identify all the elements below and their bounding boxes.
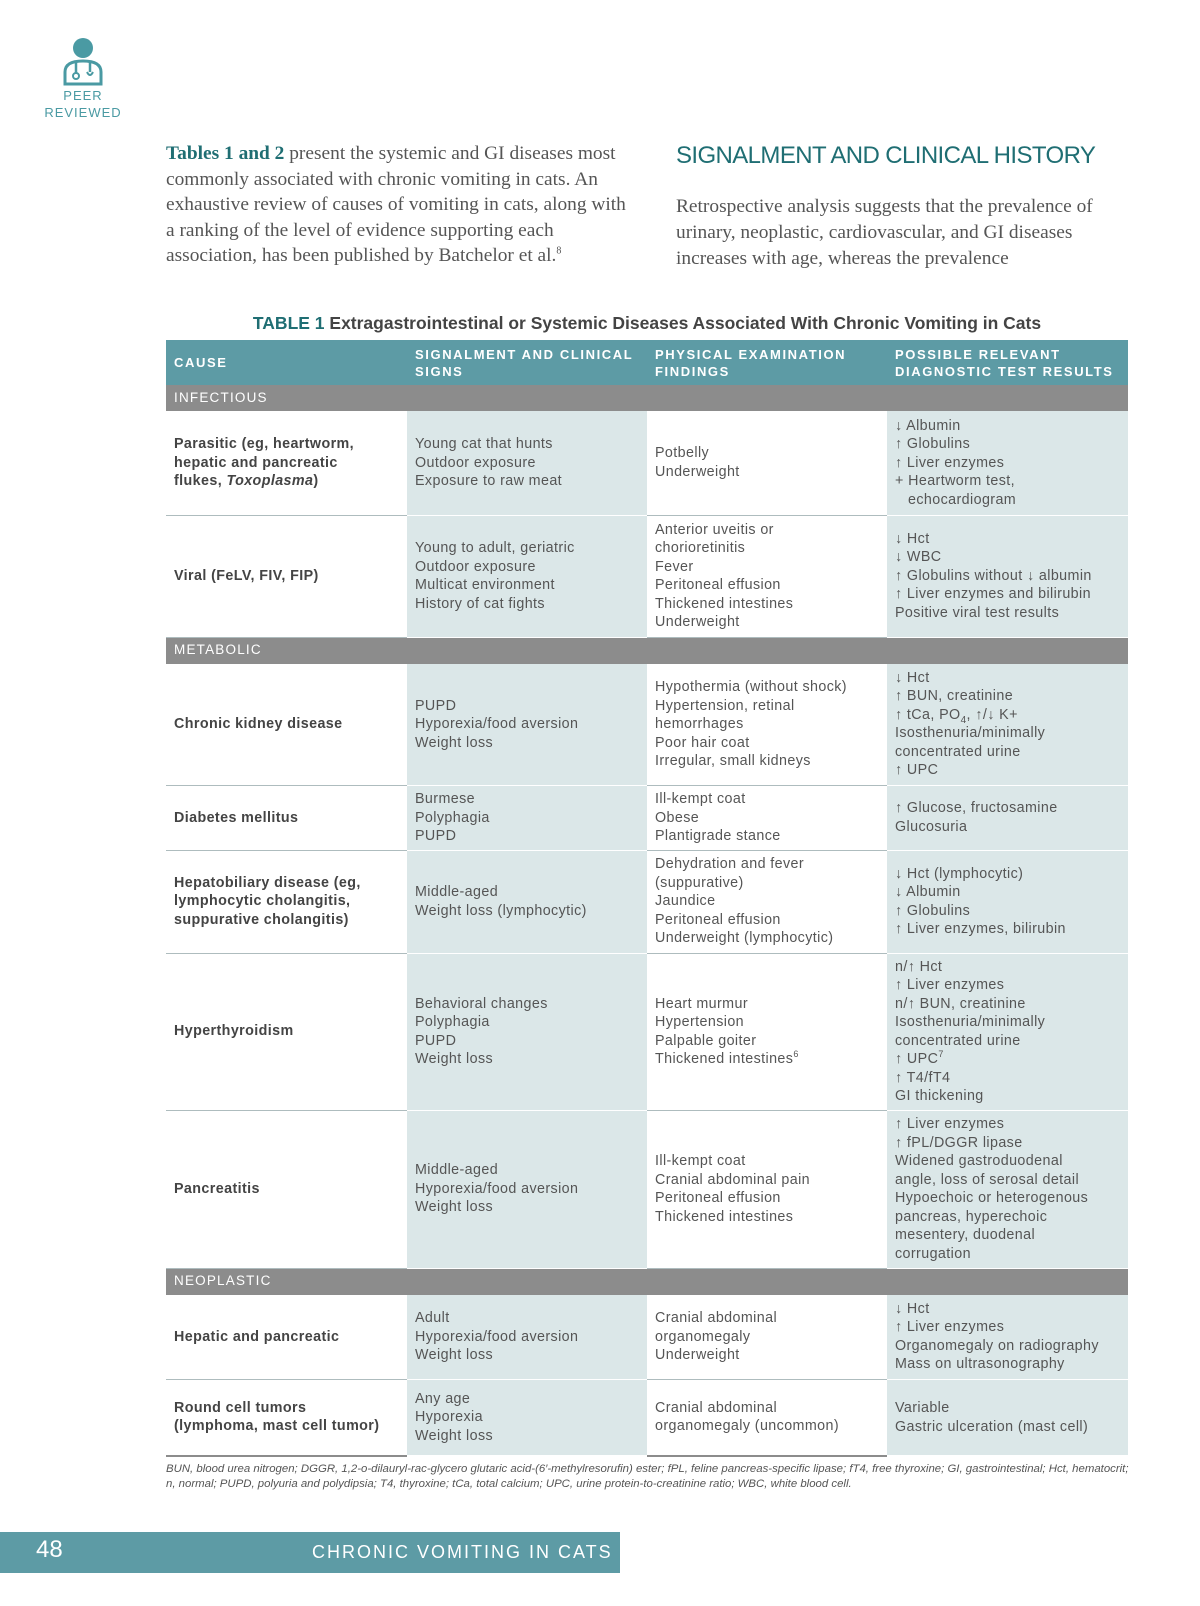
category-row [166, 637, 1128, 664]
intro-text: present the systemic and GI diseases most commonly associated with chronic vomiting in cats. An exhaustive review of causes of vomiting in cats, along with a ranking of the level of evidence supporting each association, has been published by Batchelor et al. [166, 143, 626, 267]
test-line: ↓ Albumin [895, 417, 961, 434]
exam-line: Fever [655, 558, 694, 575]
exam-line: Potbelly [655, 445, 710, 462]
test-line: corrugation [895, 1245, 971, 1262]
header-cause: CAUSE [166, 340, 407, 385]
cause-text: ) [313, 473, 319, 489]
test-line: angle, loss of serosal detail [895, 1171, 1080, 1188]
exam-cell [647, 786, 887, 851]
sign-line: Weight loss [415, 1347, 494, 1363]
section-body: Retrospective analysis suggests that the prevalence of urinary, neoplastic, cardiovascular, and GI diseases increases with age, whereas the prevalence [676, 196, 1093, 269]
peer-reviewed-badge [38, 34, 128, 120]
tests-cell [887, 850, 1128, 953]
test-line [895, 1050, 1120, 1069]
exam-line: organomegaly (uncommon) [655, 1418, 840, 1435]
sign-line: Weight loss [415, 1427, 494, 1444]
test-line: Mass on ultrasonography [895, 1356, 1065, 1373]
signs-cell [407, 1295, 647, 1380]
test-line: concentrated urine [895, 1032, 1021, 1049]
cause-cell [166, 850, 407, 953]
exam-line: Anterior uveitis or [655, 521, 774, 538]
test-line: + Heartworm test, [895, 473, 1016, 489]
test-subscript: 4 [960, 714, 967, 726]
test-line: pancreas, hyperechoic [895, 1208, 1048, 1225]
exam-line: (suppurative) [655, 874, 744, 891]
exam-cell [647, 664, 887, 786]
sign-line: Polyphagia [415, 809, 490, 826]
cause-text: flukes, [174, 473, 227, 489]
exam-line: Peritoneal effusion [655, 911, 781, 928]
exam-line: Cranial abdominal [655, 1310, 778, 1326]
test-line: GI thickening [895, 1088, 984, 1104]
exam-line: Thickened intestines [655, 595, 794, 612]
header-tests: POSSIBLE RELEVANT DIAGNOSTIC TEST RESULTS [887, 340, 1128, 385]
sign-line: Hyporexia/food aversion [415, 1180, 579, 1197]
test-line: ↑ Liver enzymes [895, 1319, 1005, 1336]
table-number: TABLE 1 [252, 313, 325, 333]
test-line: Glucosuria [895, 818, 968, 835]
exam-line: Hypothermia (without shock) [655, 679, 847, 695]
category-row [166, 1268, 1128, 1295]
header-signalment: SIGNALMENT AND CLINICAL SIGNS [407, 340, 647, 385]
exam-line: chorioretinitis [655, 540, 746, 556]
table-title-text: Extragastrointestinal or Systemic Diseases Associated With Chronic Vomiting in Cats [324, 313, 1042, 333]
exam-line: Thickened intestines [655, 1208, 794, 1225]
table-row [166, 850, 1128, 953]
sign-line: Weight loss [415, 1199, 494, 1216]
table-row [166, 1295, 1128, 1380]
cause-cell: Hepatic and pancreatic [166, 1295, 407, 1380]
sign-line: Young to adult, geriatric [415, 540, 575, 556]
test-line: n/↑ Hct [895, 958, 943, 975]
exam-line: Poor hair coat [655, 734, 750, 751]
test-line: ↑ Liver enzymes [895, 454, 1005, 471]
exam-line: Peritoneal effusion [655, 1190, 781, 1206]
table-row [166, 515, 1128, 637]
exam-cell [647, 411, 887, 515]
doctor-icon [58, 34, 108, 86]
table-row [166, 411, 1128, 515]
intro-citation[interactable]: 8 [556, 245, 562, 257]
page-number: 48 [36, 1536, 63, 1563]
test-line: ↓ Hct [895, 1300, 930, 1317]
badge-label-1: PEER [63, 88, 103, 103]
sign-line: PUPD [415, 828, 457, 844]
tests-cell [887, 411, 1128, 515]
tests-cell [887, 1380, 1128, 1456]
exam-line: Irregular, small kidneys [655, 753, 811, 769]
test-line: ↑ Glucose, fructosamine [895, 800, 1058, 817]
test-line: ↓ Hct [895, 669, 930, 686]
signs-cell [407, 1110, 647, 1268]
category-row [166, 385, 1128, 411]
sign-line: Weight loss [415, 734, 494, 751]
tests-cell [887, 1110, 1128, 1268]
category-metabolic: METABOLIC [166, 637, 1128, 664]
test-line: Variable [895, 1400, 950, 1416]
sign-line: Weight loss [415, 1051, 494, 1067]
cause-line: Round cell tumors [174, 1399, 307, 1416]
exam-line: Underweight [655, 463, 740, 480]
header-exam: PHYSICAL EXAMINATION FINDINGS [647, 340, 887, 385]
cause-line: lymphocytic cholangitis, [174, 893, 351, 910]
category-neoplastic: NEOPLASTIC [166, 1268, 1128, 1295]
test-line: Isosthenuria/minimally [895, 1014, 1046, 1030]
exam-cell [647, 515, 887, 637]
sign-line: PUPD [415, 1032, 457, 1049]
cause-cell: Viral (FeLV, FIV, FIP) [166, 515, 407, 637]
exam-line: Peritoneal effusion [655, 577, 781, 593]
exam-citation[interactable]: 6 [793, 1049, 799, 1060]
exam-line: Underweight (lymphocytic) [655, 930, 834, 947]
test-line: concentrated urine [895, 743, 1021, 760]
sign-line: Burmese [415, 791, 476, 807]
exam-cell [647, 1380, 887, 1456]
signs-cell [407, 411, 647, 515]
cause-line: Parasitic (eg, heartworm, [174, 436, 355, 452]
sign-line: History of cat fights [415, 595, 545, 612]
exam-line: Underweight [655, 1347, 740, 1363]
signs-cell [407, 664, 647, 786]
sign-line: Multicat environment [415, 577, 555, 593]
exam-cell [647, 953, 887, 1110]
sign-line: Any age [415, 1390, 471, 1407]
table-row [166, 1110, 1128, 1268]
sign-line: Weight loss (lymphocytic) [415, 902, 587, 919]
cause-line: Hepatobiliary disease (eg, [174, 874, 361, 891]
tests-cell [887, 786, 1128, 851]
test-line: ↑ Globulins without ↓ albumin [895, 567, 1092, 584]
test-line: ↑ fPL/DGGR lipase [895, 1134, 1023, 1151]
intro-paragraph [166, 141, 628, 269]
exam-line: Heart murmur [655, 995, 748, 1012]
exam-line: Hypertension, retinal [655, 697, 795, 714]
test-line: Isosthenuria/minimally [895, 725, 1046, 742]
exam-line [655, 1050, 879, 1069]
exam-line: Cranial abdominal pain [655, 1171, 811, 1188]
exam-line: Dehydration and fever [655, 856, 805, 873]
exam-line: organomegaly [655, 1328, 751, 1345]
exam-line: Obese [655, 809, 700, 826]
test-line: Positive viral test results [895, 604, 1060, 621]
exam-cell [647, 1110, 887, 1268]
test-line: ↓ Hct (lymphocytic) [895, 865, 1024, 882]
test-line: n/↑ BUN, creatinine [895, 995, 1026, 1012]
test-line: ↑ Globulins [895, 436, 971, 452]
signs-cell [407, 786, 647, 851]
disease-table [166, 340, 1128, 1457]
sign-line: Hyporexia [415, 1409, 483, 1426]
sign-line: Outdoor exposure [415, 454, 536, 471]
sign-line: Polyphagia [415, 1014, 490, 1030]
cause-line: (lymphoma, mast cell tumor) [174, 1418, 380, 1435]
sign-line: Outdoor exposure [415, 558, 536, 575]
test-line [895, 706, 1120, 725]
sign-line: Behavioral changes [415, 995, 548, 1012]
exam-cell [647, 850, 887, 953]
sign-line: Hyporexia/food aversion [415, 716, 579, 732]
exam-line: Ill-kempt coat [655, 1153, 746, 1169]
table-footnote: BUN, blood urea nitrogen; DGGR, 1,2-o-dilauryl-rac-glycero glutaric acid-(6′-methylresorufin) ester; fPL, feline pancreas-specific lipase; fT4, free thyroxine; GI, gastrointestinal; Hct, hematocrit; n, normal; PUPD, polyuria and polydipsia; T4, thyroxine; tCa, total calcium; UPC, urine protein-to-creatinine ratio; WBC, white blood cell. [166, 1463, 1129, 1490]
cause-cell: Hyperthyroidism [166, 953, 407, 1110]
test-line: ↑ Liver enzymes [895, 1116, 1005, 1132]
sign-line: Exposure to raw meat [415, 473, 563, 489]
test-line: Hypoechoic or heterogenous [895, 1190, 1089, 1206]
table-header-row [166, 340, 1128, 385]
test-line: ↑ Liver enzymes, bilirubin [895, 921, 1066, 937]
page-footer-bar [0, 1532, 620, 1573]
tests-cell [887, 515, 1128, 637]
cause-cell: Chronic kidney disease [166, 664, 407, 786]
test-line: Widened gastroduodenal [895, 1153, 1063, 1169]
test-line: ↑ BUN, creatinine [895, 688, 1014, 705]
test-text: ↑ UPC [895, 1051, 939, 1067]
test-line: ↑ Liver enzymes and bilirubin [895, 586, 1091, 603]
tests-cell [887, 664, 1128, 786]
running-title: CHRONIC VOMITING IN CATS [312, 1542, 613, 1562]
exam-cell [647, 1295, 887, 1380]
intro-table-reference[interactable]: Tables 1 and 2 [166, 143, 285, 164]
test-text: ↑ tCa, PO [895, 706, 961, 723]
tests-cell [887, 1295, 1128, 1380]
table-row [166, 1380, 1128, 1456]
table-row [166, 786, 1128, 851]
table-row [166, 664, 1128, 786]
cause-italic: Toxoplasma [226, 473, 314, 489]
badge-label-2: REVIEWED [44, 105, 122, 120]
cause-line: suppurative cholangitis) [174, 911, 349, 928]
signs-cell [407, 953, 647, 1110]
cause-cell: Diabetes mellitus [166, 786, 407, 851]
exam-text: Thickened intestines [655, 1051, 794, 1067]
sign-line: Adult [415, 1310, 450, 1326]
exam-line: Palpable goiter [655, 1032, 757, 1049]
test-line: Gastric ulceration (mast cell) [895, 1418, 1089, 1435]
exam-line: hemorrhages [655, 716, 744, 732]
test-line: echocardiogram [908, 491, 1017, 508]
exam-line: Plantigrade stance [655, 828, 781, 844]
sign-line: Middle-aged [415, 884, 499, 900]
sign-line: Middle-aged [415, 1162, 499, 1179]
table-title [166, 313, 1128, 334]
signs-cell [407, 515, 647, 637]
cause-line [174, 472, 399, 491]
exam-line: Jaundice [655, 893, 716, 910]
cause-cell [166, 411, 407, 515]
cause-cell: Pancreatitis [166, 1110, 407, 1268]
test-line: mesentery, duodenal [895, 1227, 1036, 1243]
cause-line: hepatic and pancreatic [174, 454, 338, 471]
category-infectious: INFECTIOUS [166, 385, 1128, 411]
table-row [166, 953, 1128, 1110]
cause-cell [166, 1380, 407, 1456]
tests-cell [887, 953, 1128, 1110]
test-line: ↓ Hct [895, 530, 930, 547]
exam-line: Hypertension [655, 1014, 745, 1030]
test-text: , ↑/↓ K+ [966, 706, 1018, 723]
test-line: ↑ Liver enzymes [895, 977, 1005, 993]
test-line: ↓ Albumin [895, 884, 961, 900]
test-line: ↑ Globulins [895, 902, 971, 919]
test-citation[interactable]: 7 [938, 1049, 944, 1060]
sign-line: Young cat that hunts [415, 436, 553, 452]
exam-line: Ill-kempt coat [655, 791, 746, 807]
test-line: ↓ WBC [895, 549, 942, 566]
test-line: ↑ UPC [895, 762, 939, 779]
test-line: Organomegaly on radiography [895, 1337, 1099, 1354]
section-heading: SIGNALMENT AND CLINICAL HISTORY [676, 142, 1096, 169]
exam-line: Cranial abdominal [655, 1399, 778, 1416]
exam-line: Underweight [655, 614, 740, 630]
sign-line: PUPD [415, 697, 457, 714]
sign-line: Hyporexia/food aversion [415, 1328, 579, 1345]
signs-cell [407, 850, 647, 953]
signs-cell [407, 1380, 647, 1456]
test-line: ↑ T4/fT4 [895, 1069, 951, 1086]
